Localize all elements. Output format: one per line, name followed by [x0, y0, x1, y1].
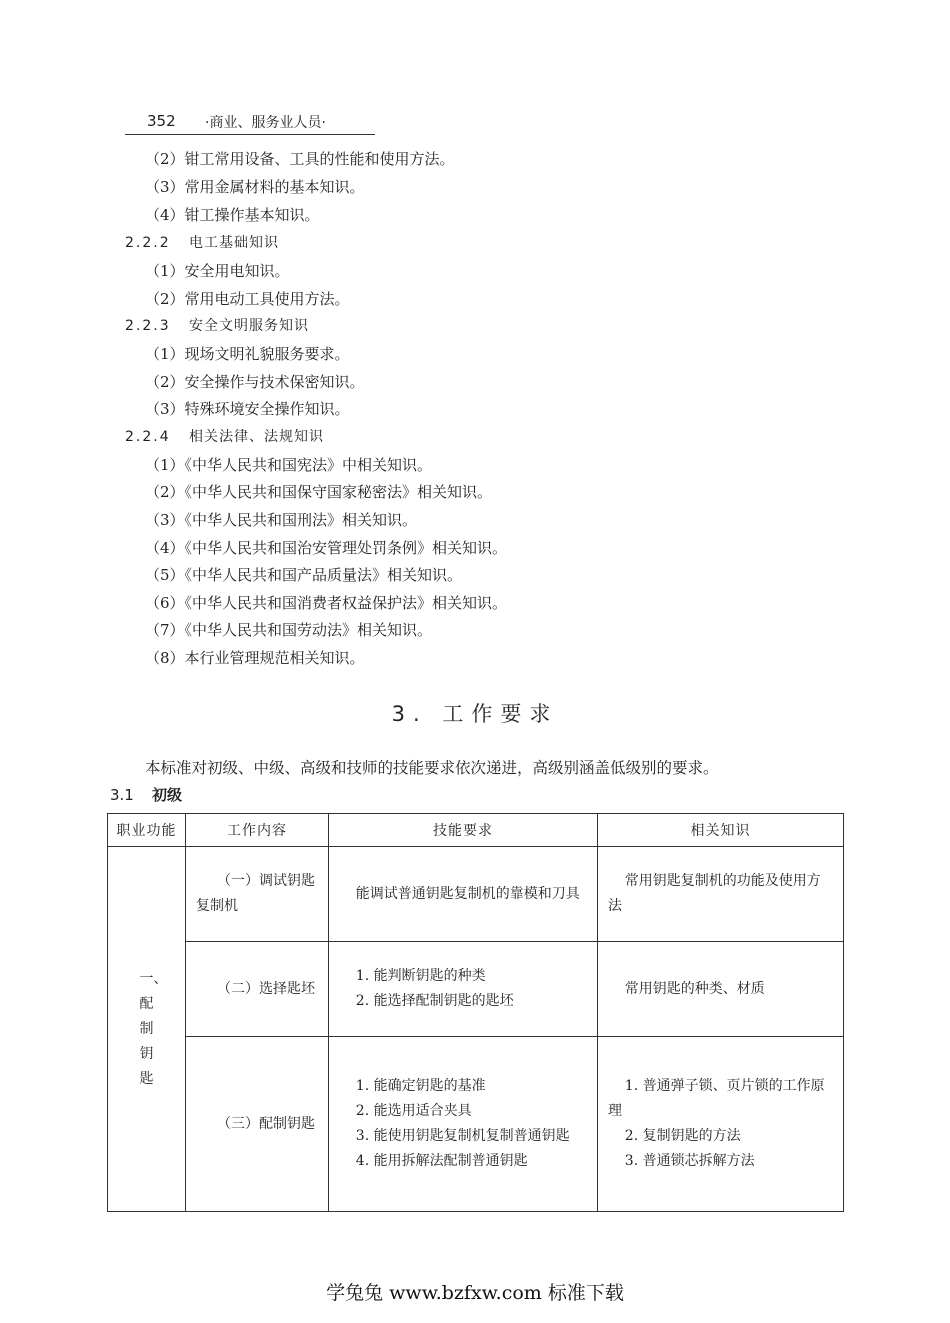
- table-header-row: [108, 814, 844, 847]
- list-item: （2）《中华人民共和国保守国家秘密法》相关知识。: [145, 483, 493, 501]
- skill-cell: [329, 847, 598, 942]
- level-heading: [110, 785, 182, 805]
- skill-text: 2. 能选择配制钥匙的匙坯: [355, 993, 514, 1009]
- list-item: （4）《中华人民共和国治安管理处罚条例》相关知识。: [145, 539, 508, 557]
- running-section-title: ·商业、服务业人员·: [205, 115, 326, 131]
- knowledge-text: 3. 普通锁芯拆解方法: [624, 1153, 755, 1169]
- knowledge-cell: [598, 942, 844, 1037]
- skill-text: 3. 能使用钥匙复制机复制普通钥匙: [355, 1128, 570, 1144]
- section-title: 安全文明服务知识: [189, 318, 309, 334]
- list-item: （7）《中华人民共和国劳动法》相关知识。: [145, 621, 433, 639]
- knowledge-cell: [598, 1037, 844, 1212]
- level-title: 初级: [152, 786, 183, 804]
- section-number: 2.2.3: [125, 318, 171, 334]
- list-item: （3）特殊环境安全操作知识。: [145, 400, 350, 418]
- section-heading-2-2-3: [125, 316, 309, 336]
- knowledge-cell: [598, 847, 844, 942]
- list-item: （2）安全操作与技术保密知识。: [145, 373, 365, 391]
- level-number: 3.1: [110, 786, 134, 804]
- watermark-footer: 学兔兔 www.bzfxw.com 标准下载: [326, 1282, 624, 1304]
- knowledge-text: 2. 复制钥匙的方法: [624, 1128, 741, 1144]
- skill-text: 1. 能确定钥匙的基准: [355, 1078, 486, 1094]
- work-content-cell: （三）配制钥匙: [186, 1037, 329, 1212]
- list-item: （3）《中华人民共和国刑法》相关知识。: [145, 511, 418, 529]
- skill-text: 能调试普通钥匙复制机的靠模和刀具: [355, 885, 580, 902]
- function-cell: [108, 847, 186, 1212]
- list-item: （3）常用金属材料的基本知识。: [145, 178, 365, 196]
- skill-cell: [329, 942, 598, 1037]
- column-header: 职业功能: [108, 814, 186, 847]
- skill-cell: [329, 1037, 598, 1212]
- page-header: [125, 112, 375, 135]
- intro-paragraph: 本标准对初级、中级、高级和技师的技能要求依次递进，高级别涵盖低级别的要求。: [145, 759, 719, 777]
- table-row: [108, 847, 844, 942]
- section-number: 2.2.4: [125, 429, 171, 445]
- skill-text: 4. 能用拆解法配制普通钥匙: [355, 1153, 528, 1169]
- work-content-cell: （一）调试钥匙复制机: [186, 847, 329, 942]
- knowledge-text: 常用钥匙复制机的功能及使用方法: [608, 873, 821, 914]
- list-item: （1）安全用电知识。: [145, 262, 290, 280]
- skill-text: 1. 能判断钥匙的种类: [355, 968, 486, 984]
- page-number: 352: [147, 112, 176, 130]
- list-item: （2）常用电动工具使用方法。: [145, 290, 350, 308]
- section-title: 电工基础知识: [189, 235, 279, 251]
- knowledge-text: 常用钥匙的种类、材质: [624, 980, 765, 997]
- requirements-table: [107, 813, 844, 1212]
- function-label: 一、配制钥匙: [139, 970, 168, 1087]
- knowledge-text: 1. 普通弹子锁、页片锁的工作原理: [608, 1078, 825, 1119]
- list-item: （2）钳工常用设备、工具的性能和使用方法。: [145, 150, 455, 168]
- list-item: （8）本行业管理规范相关知识。: [145, 649, 365, 667]
- section-heading-2-2-2: [125, 233, 279, 253]
- section-number: 2.2.2: [125, 235, 171, 251]
- list-item: （6）《中华人民共和国消费者权益保护法》相关知识。: [145, 594, 508, 612]
- list-item: （4）钳工操作基本知识。: [145, 206, 320, 224]
- section-heading-2-2-4: [125, 427, 324, 447]
- list-item: （5）《中华人民共和国产品质量法》相关知识。: [145, 566, 463, 584]
- table-row: [108, 1037, 844, 1212]
- column-header: 工作内容: [186, 814, 329, 847]
- column-header: 技能要求: [329, 814, 598, 847]
- section-title: 相关法律、法规知识: [189, 429, 324, 445]
- table-row: [108, 942, 844, 1037]
- list-item: （1）《中华人民共和国宪法》中相关知识。: [145, 456, 433, 474]
- skill-text: 2. 能选用适合夹具: [355, 1103, 472, 1119]
- column-header: 相关知识: [598, 814, 844, 847]
- chapter-title: 3. 工作要求: [391, 702, 559, 726]
- list-item: （1）现场文明礼貌服务要求。: [145, 345, 350, 363]
- work-content-cell: （二）选择匙坯: [186, 942, 329, 1037]
